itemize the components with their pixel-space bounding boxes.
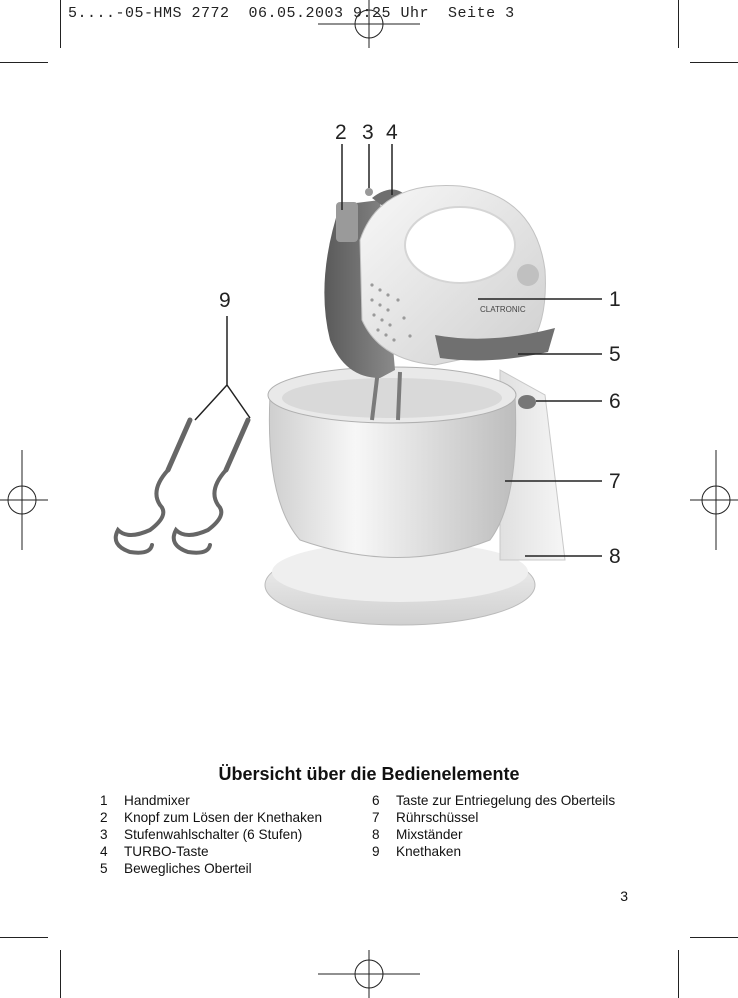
legend-number: 7 <box>372 810 380 825</box>
legend-number: 1 <box>100 793 108 808</box>
registration-mark-bottom <box>318 950 420 998</box>
print-slug: 5....-05-HMS 2772 06.05.2003 9:25 Uhr Seite 3 <box>68 5 515 22</box>
registration-mark-top <box>318 0 420 48</box>
legend-label: Taste zur Entriegelung des Oberteils <box>396 793 616 808</box>
legend-number: 5 <box>100 861 108 876</box>
legend-label: Knopf zum Lösen der Knethaken <box>124 810 322 825</box>
callout-1: 1 <box>609 288 621 311</box>
legend-number: 3 <box>100 827 108 842</box>
crop-mark <box>60 0 61 48</box>
legend-item <box>100 843 322 860</box>
crop-mark <box>0 937 48 938</box>
section-title: Übersicht über die Bedienelemente <box>218 764 520 784</box>
crop-mark <box>690 62 738 63</box>
callout-9: 9 <box>219 289 231 312</box>
crop-mark <box>0 62 48 63</box>
release-button <box>518 395 536 409</box>
crop-mark <box>690 937 738 938</box>
legend-column-right <box>372 792 615 860</box>
mixer-housing <box>360 185 555 365</box>
legend-column-left <box>100 792 322 877</box>
legend-item <box>372 826 615 843</box>
legend-label: Handmixer <box>124 793 190 808</box>
callout-4: 4 <box>386 121 398 144</box>
dough-hooks <box>116 420 248 553</box>
legend-label: Stufenwahlschalter (6 Stufen) <box>124 827 303 842</box>
callout-8: 8 <box>609 545 621 568</box>
legend-number: 4 <box>100 844 108 859</box>
crop-mark <box>678 950 679 998</box>
legend-number: 9 <box>372 844 380 859</box>
legend-item <box>100 792 322 809</box>
legend-item <box>100 826 322 843</box>
legend-label: Mixständer <box>396 827 463 842</box>
callout-5: 5 <box>609 343 621 366</box>
callout-3: 3 <box>362 121 374 144</box>
callout-6: 6 <box>609 390 621 413</box>
legend-item <box>372 792 615 809</box>
legend-item <box>100 860 322 877</box>
callout-2: 2 <box>335 121 347 144</box>
legend-label: TURBO-Taste <box>124 844 209 859</box>
legend-number: 8 <box>372 827 380 842</box>
legend-number: 2 <box>100 810 108 825</box>
legend-item <box>100 809 322 826</box>
legend-number: 6 <box>372 793 380 808</box>
crop-mark <box>60 950 61 998</box>
legend-label: Rührschüssel <box>396 810 479 825</box>
callout-7: 7 <box>609 470 621 493</box>
hand-mixer-illustration <box>0 100 738 660</box>
brand-text: CLATRONIC <box>480 305 526 314</box>
legend-label: Knethaken <box>396 844 462 859</box>
legend-label: Bewegliches Oberteil <box>124 861 252 876</box>
legend-item <box>372 809 615 826</box>
page-number: 3 <box>620 888 628 904</box>
legend-item <box>372 843 615 860</box>
crop-mark <box>678 0 679 48</box>
mixing-bowl <box>268 367 516 558</box>
